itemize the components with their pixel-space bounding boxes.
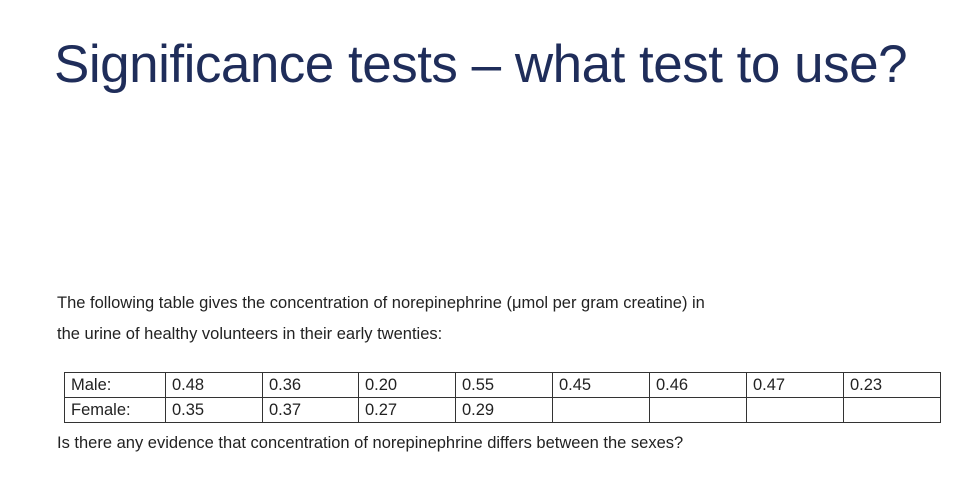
table-row-male (65, 373, 941, 398)
female-value-1: 0.35 (166, 398, 263, 423)
male-value-3: 0.20 (359, 373, 456, 398)
male-value-4: 0.55 (456, 373, 553, 398)
female-value-3: 0.27 (359, 398, 456, 423)
female-value-5 (553, 398, 650, 423)
female-value-7 (747, 398, 844, 423)
intro-line-2: the urine of healthy volunteers in their early twenties: (57, 325, 443, 343)
female-value-4: 0.29 (456, 398, 553, 423)
male-value-6: 0.46 (650, 373, 747, 398)
row-label-male: Male: (65, 373, 166, 398)
male-value-1: 0.48 (166, 373, 263, 398)
norepinephrine-table (64, 372, 941, 423)
slide-title: Significance tests – what test to use? (54, 35, 908, 94)
male-value-2: 0.36 (263, 373, 359, 398)
question-text: Is there any evidence that concentration of norepinephrine differs between the sexes? (57, 434, 684, 452)
female-value-6 (650, 398, 747, 423)
female-value-8 (844, 398, 941, 423)
intro-line-1: The following table gives the concentration of norepinephrine (μmol per gram creatine) in (57, 294, 705, 312)
male-value-7: 0.47 (747, 373, 844, 398)
male-value-8: 0.23 (844, 373, 941, 398)
intro-text (57, 288, 937, 350)
male-value-5: 0.45 (553, 373, 650, 398)
table-row-female (65, 398, 941, 423)
row-label-female: Female: (65, 398, 166, 423)
female-value-2: 0.37 (263, 398, 359, 423)
